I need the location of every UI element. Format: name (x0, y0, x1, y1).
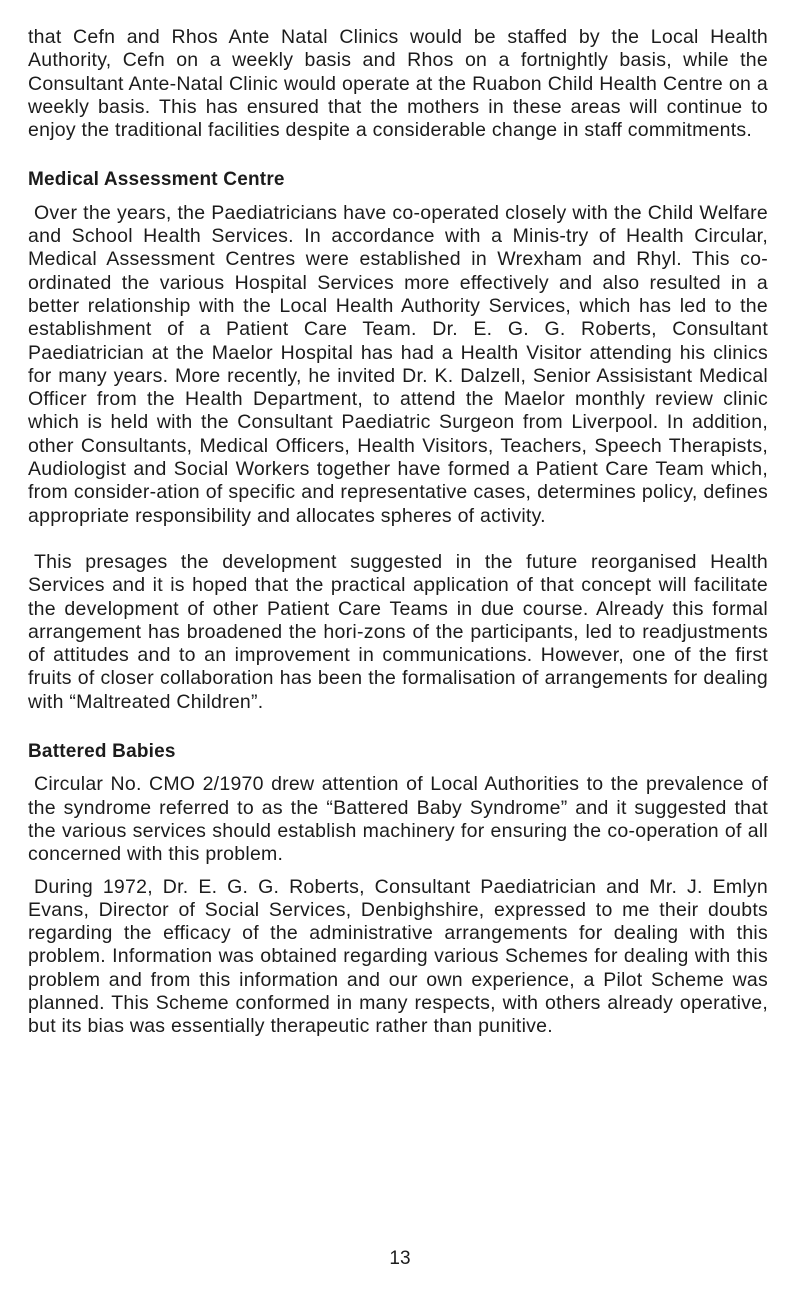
section-heading-medical-assessment-centre: Medical Assessment Centre (28, 169, 285, 191)
body-paragraph: Circular No. CMO 2/1970 drew attention of Local Authorities to the prevalence of the syndrome referred to as the “Battered Baby Syndrome” and it suggested that the various services should establish machinery for ensuring the co-operation of all concerned with this problem. (28, 773, 768, 866)
intro-paragraph: that Cefn and Rhos Ante Natal Clinics would be staffed by the Local Health Authority, Cefn on a weekly basis and Rhos on a fortnightly basis, while the Consultant Ante-Natal Clinic would operate at the Ruabon Child Health Centre on a weekly basis. This has ensured that the mothers in these areas will continue to enjoy the traditional facilities despite a considerable change in staff commitments. (28, 26, 768, 142)
page-number: 13 (389, 1248, 411, 1269)
body-paragraph: This presages the development suggested in the future reorganised Health Services and it is hoped that the practical application of that concept will facilitate the development of other Patient Care Teams in due course. Already this formal arrangement has broadened the hori-zons of the participants, led to readjustments of attitudes and to an improvement in communications. However, one of the first fruits of closer collaboration has been the formalisation of arrangements for dealing with “Maltreated Children”. (28, 550, 768, 713)
section-heading-battered-babies: Battered Babies (28, 741, 176, 763)
document-page (28, 26, 768, 1039)
body-paragraph: During 1972, Dr. E. G. G. Roberts, Consultant Paediatrician and Mr. J. Emlyn Evans, Director of Social Services, Denbighshire, expressed to me their doubts regarding the efficacy of the administrative arrangements for dealing with this problem. Information was obtained regarding various Schemes for dealing with this problem and from this information and our own experience, a Pilot Scheme was planned. This Scheme conformed in many respects, with others already operative, but its bias was essentially therapeutic rather than punitive. (28, 875, 768, 1038)
body-paragraph: Over the years, the Paediatricians have co-operated closely with the Child Welfare and School Health Services. In accordance with a Minis-try of Health Circular, Medical Assessment Centres were established in Wrexham and Rhyl. This co-ordinated the various Hospital Services more effectively and also resulted in a better relationship with the Local Health Authority Services, which has led to the establishment of a Patient Care Team. Dr. E. G. G. Roberts, Consultant Paediatrician at the Maelor Hospital has had a Health Visitor attending his clinics for many years. More recently, he invited Dr. K. Dalzell, Senior Assisistant Medical Officer from the Health Department, to attend the Maelor monthly review clinic which is held with the Consultant Paediatric Surgeon from Liverpool. In addition, other Consultants, Medical Officers, Health Visitors, Teachers, Speech Therapists, Audiologist and Social Workers together have formed a Patient Care Team which, from consider-ation of specific and representative cases, determines policy, defines appropriate responsibility and allocates spheres of activity. (28, 201, 768, 527)
